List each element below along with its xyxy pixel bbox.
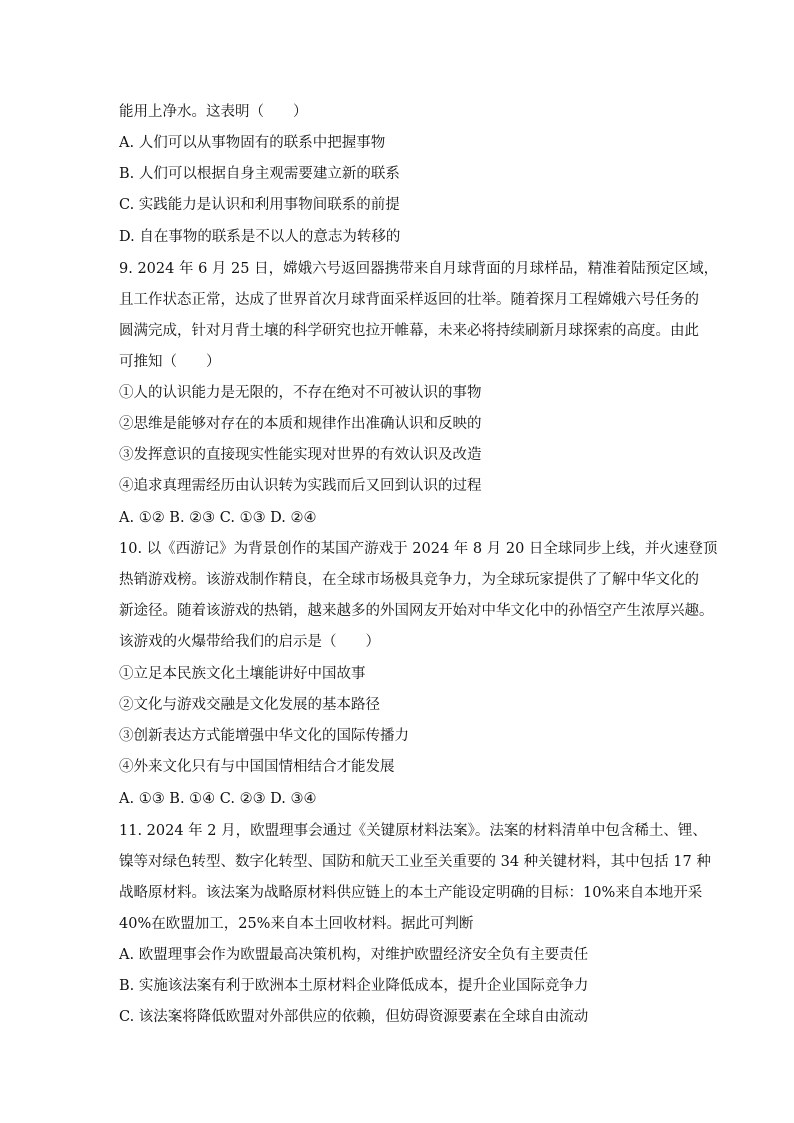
question-10-line: 10. 以《西游记》为背景创作的某国产游戏于 2024 年 8 月 20 日全球同步上线，并火速登顶 [119,541,718,557]
question-10-line: 该游戏的火爆带给我们的启示是（ ） [119,634,380,650]
statement-line: ②文化与游戏交融是文化发展的基本路径 [119,697,380,713]
statement-line: ④外来文化只有与中国国情相结合才能发展 [119,759,395,775]
statement-line: ④追求真理需经历由认识转为实践而后又回到认识的过程 [119,478,482,494]
statement-line: ①人的认识能力是无限的，不存在绝对不可被认识的事物 [119,385,482,401]
statement-line: ③发挥意识的直接现实性能实现对世界的有效认识及改造 [119,447,482,463]
option-line: A. 人们可以从事物固有的联系中把握事物 [119,135,386,151]
question-9-line: 圆满完成，针对月背土壤的科学研究也拉开帷幕，未来必将持续刷新月球探索的高度。由此 [119,323,699,339]
option-line: A. 欧盟理事会作为欧盟最高决策机构，对维护欧盟经济安全负有主要责任 [119,947,589,963]
question-11-line: 镍等对绿色转型、数字化转型、国防和航天工业至关重要的 34 种关键材料，其中包括 17 种 [119,854,711,870]
option-line: B. 实施该法案有利于欧洲本土原材料企业降低成本，提升企业国际竞争力 [119,978,589,994]
question-11-line: 11. 2024 年 2 月，欧盟理事会通过《关键原材料法案》。法案的材料清单中包含稀土、锂、 [119,823,707,839]
statement-line: ①立足本民族文化土壤能讲好中国故事 [119,666,366,682]
answer-options-line: A. ①② B. ②③ C. ①③ D. ②④ [119,510,317,526]
option-line: B. 人们可以根据自身主观需要建立新的联系 [119,166,400,182]
answer-options-line: A. ①③ B. ①④ C. ②③ D. ③④ [119,791,317,807]
option-line: C. 实践能力是认识和利用事物间联系的前提 [119,197,400,213]
option-line: C. 该法案将降低欧盟对外部供应的依赖，但妨碍资源要素在全球自由流动 [119,1009,589,1025]
question-9-line: 9. 2024 年 6 月 25 日，嫦娥六号返回器携带来自月球背面的月球样品，精准着陆预定区域， [119,261,719,277]
question-10-line: 新途径。随着该游戏的热销，越来越多的外国网友开始对中华文化中的孙悟空产生浓厚兴趣。 [119,603,714,619]
question-11-line: 40%在欧盟加工，25%来自本土回收材料。据此可判断 [119,916,474,932]
option-line: D. 自在事物的联系是不以人的意志为转移的 [119,229,401,245]
question-10-line: 热销游戏榜。该游戏制作精良，在全球市场极具竞争力，为全球玩家提供了了解中华文化的 [119,572,699,588]
question-9-line: 且工作状态正常，达成了世界首次月球背面采样返回的壮举。随着探月工程嫦娥六号任务的 [119,292,699,308]
statement-line: ③创新表达方式能增强中华文化的国际传播力 [119,728,409,744]
question-9-line: 可推知（ ） [119,354,221,370]
statement-line: ②思维是能够对存在的本质和规律作出准确认识和反映的 [119,416,482,432]
question-11-line: 战略原材料。该法案为战略原材料供应链上的本土产能设定明确的目标：10%来自本地开采 [119,885,703,901]
text-line: 能用上净水。这表明（ ） [119,104,308,120]
